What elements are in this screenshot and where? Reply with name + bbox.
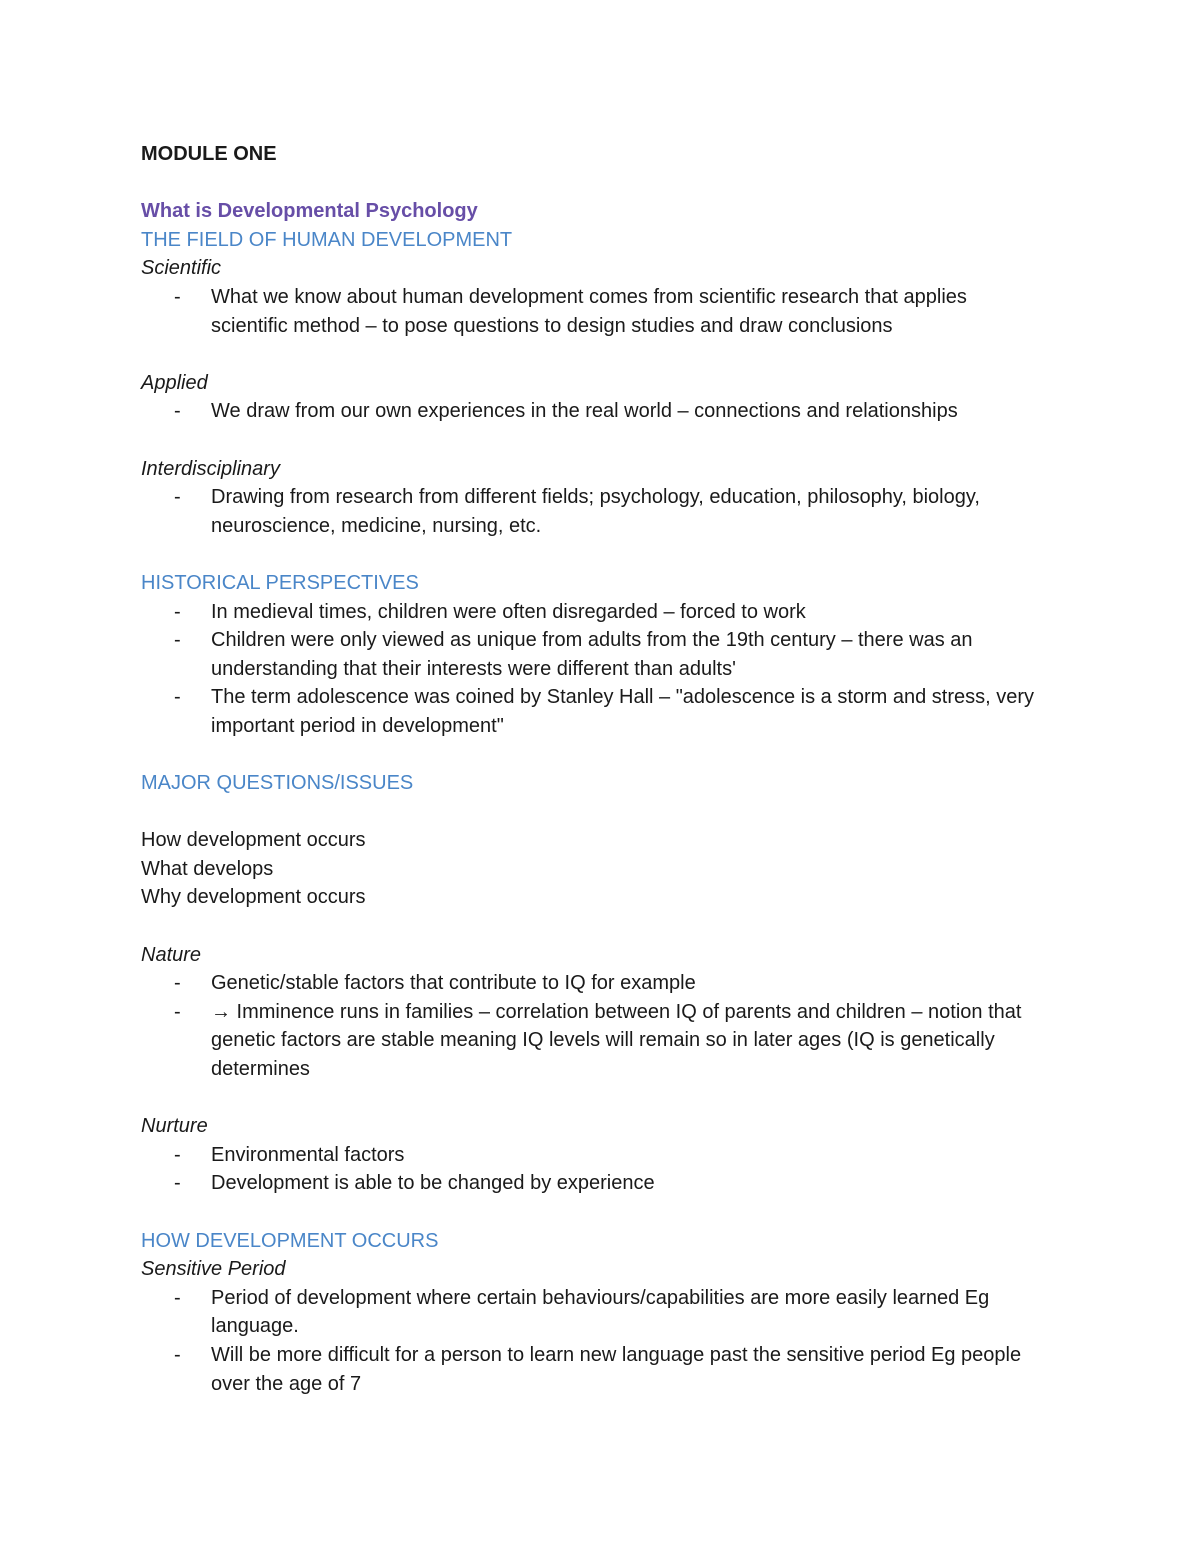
historical-heading: HISTORICAL PERSPECTIVES: [141, 571, 419, 594]
dash-bullet: -: [174, 972, 181, 995]
historical-list: [141, 598, 1061, 741]
sensitive-label: Sensitive Period: [141, 1258, 286, 1281]
interdisciplinary-list: [141, 483, 1061, 540]
document-page: [141, 140, 1061, 1398]
scientific-list: [141, 283, 1061, 340]
dash-bullet: -: [174, 1172, 181, 1195]
list-item: - We draw from our own experiences in the real world – connections and relationships: [141, 397, 1061, 426]
dash-bullet: -: [174, 1343, 181, 1366]
dash-bullet: -: [174, 486, 181, 509]
nature-list: [141, 969, 1061, 1083]
list-item: - Genetic/stable factors that contribute to IQ for example: [141, 969, 1061, 998]
dash-bullet: -: [174, 285, 181, 308]
dash-bullet: -: [174, 400, 181, 423]
spacer: [141, 340, 1061, 369]
major-line: How development occurs: [141, 829, 366, 852]
list-item: - What we know about human development comes from scientific research that applies scientific method – to pose questions to design studies and draw conclusions: [141, 283, 1061, 340]
spacer: [141, 740, 1061, 769]
applied-list: [141, 397, 1061, 426]
major-line: Why development occurs: [141, 886, 366, 909]
document-title: MODULE ONE: [141, 143, 277, 165]
list-item: - Children were only viewed as unique from adults from the 19th century – there was an understanding that their interests were different than adults': [141, 626, 1061, 683]
section-heading: What is Developmental Psychology: [141, 200, 478, 223]
nurture-list: [141, 1141, 1061, 1198]
field-heading: THE FIELD OF HUMAN DEVELOPMENT: [141, 228, 513, 251]
major-line: What develops: [141, 857, 274, 880]
dash-bullet: -: [174, 629, 181, 652]
sensitive-list: [141, 1284, 1061, 1398]
list-item: - → Imminence runs in families – correlation between IQ of parents and children – notion that genetic factors are stable meaning IQ levels will remain so in later ages (IQ is genetically determines: [141, 998, 1061, 1084]
spacer: [141, 1084, 1061, 1113]
dash-bullet: -: [174, 1143, 181, 1166]
spacer: [141, 798, 1061, 827]
scientific-label: Scientific: [141, 257, 222, 280]
list-item: - Period of development where certain behaviours/capabilities are more easily learned Eg language.: [141, 1284, 1061, 1341]
applied-label: Applied: [141, 371, 208, 394]
spacer: [141, 912, 1061, 941]
list-item: - Drawing from research from different fields; psychology, education, philosophy, biology, neuroscience, medicine, nursing, etc.: [141, 483, 1061, 540]
spacer: [141, 169, 1061, 198]
list-item: - The term adolescence was coined by Stanley Hall – "adolescence is a storm and stress, very important period in development": [141, 683, 1061, 740]
dash-bullet: -: [174, 1000, 181, 1023]
nurture-label: Nurture: [141, 1115, 208, 1138]
list-item: - Development is able to be changed by experience: [141, 1169, 1061, 1198]
how-heading: HOW DEVELOPMENT OCCURS: [141, 1229, 439, 1252]
nature-label: Nature: [141, 943, 202, 966]
major-heading: MAJOR QUESTIONS/ISSUES: [141, 772, 414, 795]
list-item: - Will be more difficult for a person to learn new language past the sensitive period Eg people over the age of 7: [141, 1341, 1061, 1398]
spacer: [141, 1198, 1061, 1227]
list-item: - In medieval times, children were often disregarded – forced to work: [141, 598, 1061, 627]
dash-bullet: -: [174, 1286, 181, 1309]
list-item: - Environmental factors: [141, 1141, 1061, 1170]
interdisciplinary-label: Interdisciplinary: [141, 457, 280, 480]
spacer: [141, 540, 1061, 569]
dash-bullet: -: [174, 600, 181, 623]
dash-bullet: -: [174, 686, 181, 709]
spacer: [141, 426, 1061, 455]
